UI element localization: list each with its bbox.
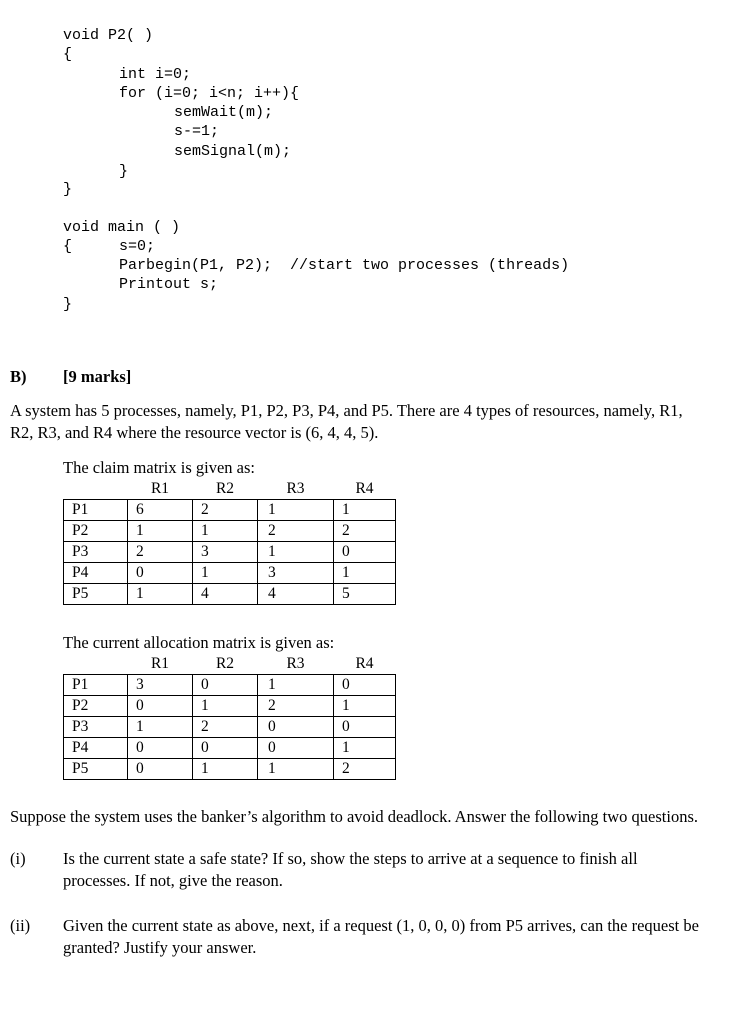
cell: 1	[128, 521, 193, 542]
cell: 0	[258, 738, 334, 759]
table-row	[64, 500, 396, 521]
table-row	[64, 521, 396, 542]
code-s-line: s-=1;	[174, 123, 220, 140]
claim-caption: The claim matrix is given as:	[63, 458, 255, 477]
row-label: P3	[64, 717, 128, 738]
cell: 3	[193, 542, 258, 563]
table-row	[64, 738, 396, 759]
cell: 0	[128, 696, 193, 717]
code-close-brace-main: }	[63, 296, 73, 313]
code-p2-header: void P2( )	[63, 27, 154, 44]
cell: 0	[128, 738, 193, 759]
code-main-header: void main ( )	[63, 219, 181, 236]
code-close-brace: }	[63, 181, 73, 198]
question-intro: Suppose the system uses the banker’s algorithm to avoid deadlock. Answer the following two questions.	[10, 807, 699, 826]
cell: 0	[258, 717, 334, 738]
cell: 1	[334, 696, 396, 717]
cell: 1	[334, 738, 396, 759]
table-row	[64, 675, 396, 696]
table-row	[64, 717, 396, 738]
cell: 0	[193, 738, 258, 759]
cell: 0	[334, 717, 396, 738]
code-semsignal-line: semSignal(m);	[174, 143, 292, 160]
question-number: (ii)	[10, 916, 31, 935]
cell: 1	[193, 759, 258, 780]
cell: 2	[334, 521, 396, 542]
cell: 1	[258, 759, 334, 780]
question-text: Is the current state a safe state? If so, show the steps to arrive at a sequence to finish all processes. If not, give the reason.	[63, 849, 638, 890]
cell: 2	[334, 759, 396, 780]
cell: 2	[193, 717, 258, 738]
cell: 1	[258, 500, 334, 521]
intro-paragraph: A system has 5 processes, namely, P1, P2, P3, P4, and P5. There are 4 types of resources, namely, R1, R2, R3, and R4 where the resource vector is (6, 4, 4, 5).	[10, 401, 683, 442]
table-row	[64, 696, 396, 717]
row-label: P2	[64, 521, 128, 542]
claim-col-header: R4	[355, 479, 374, 497]
claim-header-row	[64, 478, 396, 500]
allocation-col-header: R1	[150, 654, 170, 672]
cell: 0	[334, 542, 396, 563]
code-parbegin-line: Parbegin(P1, P2); //start two processes (threads)	[119, 257, 570, 274]
cell: 5	[334, 584, 396, 605]
code-semwait-line: semWait(m);	[174, 104, 274, 121]
cell: 1	[334, 500, 396, 521]
row-label: P2	[64, 696, 128, 717]
code-s-init: s=0;	[119, 238, 156, 255]
cell: 1	[193, 563, 258, 584]
cell: 1	[258, 542, 334, 563]
allocation-col-header: R4	[355, 654, 374, 672]
table-row	[64, 759, 396, 780]
cell: 1	[193, 521, 258, 542]
allocation-col-header: R3	[286, 654, 305, 672]
row-label: P1	[64, 675, 128, 696]
claim-matrix	[63, 478, 396, 605]
cell: 1	[258, 675, 334, 696]
row-label: P5	[64, 584, 128, 605]
claim-corner	[64, 478, 128, 500]
cell: 4	[193, 584, 258, 605]
table-row	[64, 542, 396, 563]
cell: 3	[258, 563, 334, 584]
row-label: P4	[64, 563, 128, 584]
allocation-corner	[64, 653, 128, 675]
claim-col-header: R1	[150, 479, 170, 497]
cell: 2	[258, 521, 334, 542]
row-label: P5	[64, 759, 128, 780]
question-number: (i)	[10, 849, 26, 868]
allocation-header-row	[64, 653, 396, 675]
code-int-line: int i=0;	[119, 66, 192, 83]
code-for-line: for (i=0; i<n; i++){	[119, 85, 300, 102]
section-marks: [9 marks]	[63, 367, 132, 386]
code-open-brace-main: {	[63, 238, 73, 255]
claim-col-header: R2	[215, 479, 235, 497]
table-row	[64, 584, 396, 605]
question-text: Given the current state as above, next, if a request (1, 0, 0, 0) from P5 arrives, can the request be granted? Justify your answer.	[63, 916, 699, 957]
cell: 2	[128, 542, 193, 563]
allocation-col-header: R2	[215, 654, 235, 672]
code-open-brace: {	[63, 46, 73, 63]
cell: 1	[128, 584, 193, 605]
cell: 2	[258, 696, 334, 717]
cell: 0	[128, 759, 193, 780]
cell: 1	[193, 696, 258, 717]
cell: 0	[334, 675, 396, 696]
row-label: P4	[64, 738, 128, 759]
cell: 6	[128, 500, 193, 521]
allocation-matrix	[63, 653, 396, 780]
cell: 0	[193, 675, 258, 696]
cell: 0	[128, 563, 193, 584]
cell: 2	[193, 500, 258, 521]
cell: 3	[128, 675, 193, 696]
row-label: P3	[64, 542, 128, 563]
cell: 4	[258, 584, 334, 605]
claim-col-header: R3	[286, 479, 305, 497]
code-inner-close: }	[119, 163, 129, 180]
cell: 1	[334, 563, 396, 584]
cell: 1	[128, 717, 193, 738]
table-row	[64, 563, 396, 584]
allocation-caption: The current allocation matrix is given as:	[63, 633, 335, 652]
code-printout-line: Printout s;	[119, 276, 219, 293]
row-label: P1	[64, 500, 128, 521]
section-label: B)	[10, 367, 27, 386]
